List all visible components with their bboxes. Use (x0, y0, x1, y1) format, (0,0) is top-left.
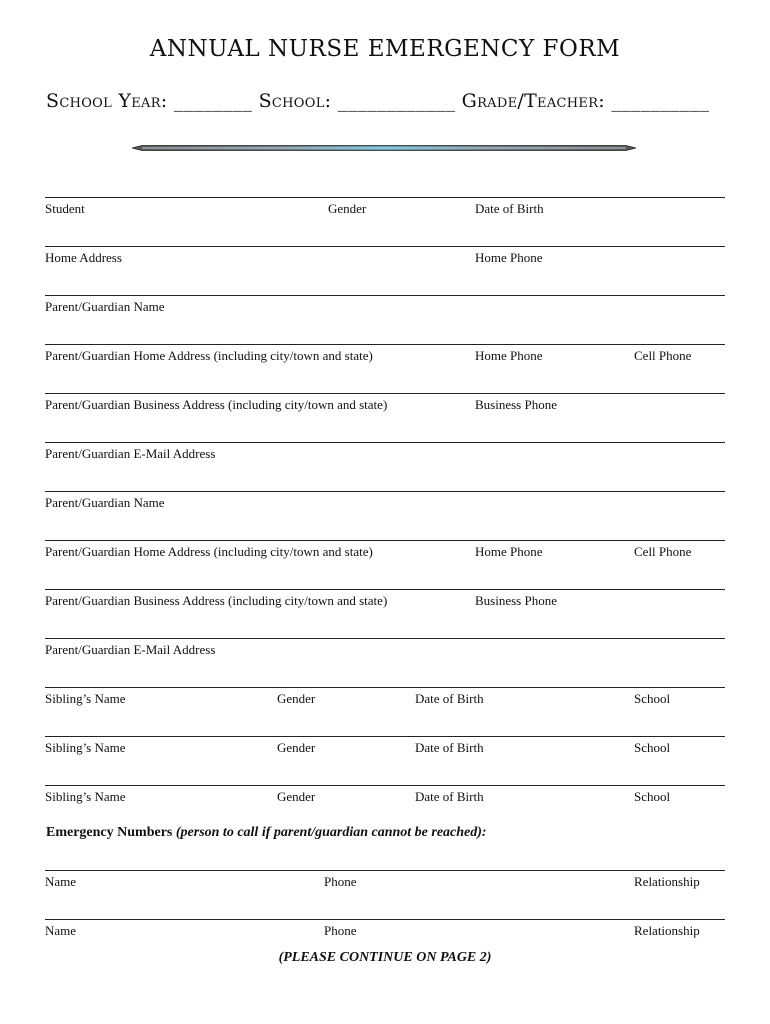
form-title: ANNUAL NURSE EMERGENCY FORM (149, 36, 621, 62)
guardian-business-phone-field[interactable]: Business Phone (475, 593, 557, 608)
sibling-row (45, 736, 725, 777)
guardian-name-field[interactable]: Parent/Guardian Name (45, 299, 165, 314)
sibling-gender-field[interactable]: Gender (277, 691, 316, 706)
sibling-gender-field[interactable]: Gender (277, 740, 316, 755)
sibling-school-field[interactable]: School (634, 691, 671, 706)
student-row (45, 197, 725, 238)
emergency-name-field[interactable]: Name (45, 874, 77, 889)
guardian-home-phone-field[interactable]: Home Phone (475, 544, 543, 559)
guardian-home-address-field[interactable]: Parent/Guardian Home Address (including city/town and state) (45, 544, 373, 559)
sibling-row (45, 687, 725, 728)
emergency-phone-field[interactable]: Phone (324, 923, 357, 938)
guardian-1-email-row (45, 442, 725, 483)
sibling-name-field[interactable]: Sibling’s Name (45, 740, 126, 755)
emergency-relationship-field[interactable]: Relationship (634, 923, 700, 938)
sibling-school-field[interactable]: School (634, 789, 671, 804)
guardian-business-phone-field[interactable]: Business Phone (475, 397, 557, 412)
sibling-date-of-birth-field[interactable]: Date of Birth (415, 691, 484, 706)
decorative-divider (132, 143, 636, 153)
home-address-field[interactable]: Home Address (45, 250, 122, 265)
guardian-home-address-field[interactable]: Parent/Guardian Home Address (including city/town and state) (45, 348, 373, 363)
continue-note: (PLEASE CONTINUE ON PAGE 2) (278, 950, 492, 965)
guardian-home-phone-field[interactable]: Home Phone (475, 348, 543, 363)
guardian-1-home-row (45, 344, 725, 385)
sibling-name-field[interactable]: Sibling’s Name (45, 691, 126, 706)
guardian-email-field[interactable]: Parent/Guardian E-Mail Address (45, 642, 216, 657)
emergency-numbers-heading (46, 825, 487, 841)
sibling-date-of-birth-field[interactable]: Date of Birth (415, 789, 484, 804)
guardian-business-address-field[interactable]: Parent/Guardian Business Address (including city/town and state) (45, 397, 388, 412)
sibling-gender-field[interactable]: Gender (277, 789, 316, 804)
home-phone-field[interactable]: Home Phone (475, 250, 543, 265)
guardian-cell-phone-field[interactable]: Cell Phone (634, 348, 692, 363)
guardian-name-field[interactable]: Parent/Guardian Name (45, 495, 165, 510)
emergency-phone-field[interactable]: Phone (324, 874, 357, 889)
sibling-school-field[interactable]: School (634, 740, 671, 755)
guardian-2-business-row (45, 589, 725, 630)
student-field[interactable]: Student (45, 201, 85, 216)
sibling-name-field[interactable]: Sibling’s Name (45, 789, 126, 804)
guardian-cell-phone-field[interactable]: Cell Phone (634, 544, 692, 559)
guardian-2-name-row (45, 491, 725, 532)
guardian-email-field[interactable]: Parent/Guardian E-Mail Address (45, 446, 216, 461)
emergency-relationship-field[interactable]: Relationship (634, 874, 700, 889)
emergency-heading-note: (person to call if parent/guardian cannot be reached): (175, 825, 487, 840)
sibling-row (45, 785, 725, 826)
school-info-line: School Year: ________ School: ____________ Grade/Teacher: __________ (46, 90, 710, 112)
emergency-name-field[interactable]: Name (45, 923, 77, 938)
home-address-row (45, 246, 725, 287)
guardian-2-home-row (45, 540, 725, 581)
gender-field[interactable]: Gender (328, 201, 367, 216)
guardian-1-business-row (45, 393, 725, 434)
emergency-contact-row (45, 870, 725, 911)
guardian-1-name-row (45, 295, 725, 336)
sibling-date-of-birth-field[interactable]: Date of Birth (415, 740, 484, 755)
date-of-birth-field[interactable]: Date of Birth (475, 201, 544, 216)
emergency-heading-bold: Emergency Numbers (46, 825, 173, 840)
guardian-business-address-field[interactable]: Parent/Guardian Business Address (including city/town and state) (45, 593, 388, 608)
guardian-2-email-row (45, 638, 725, 679)
